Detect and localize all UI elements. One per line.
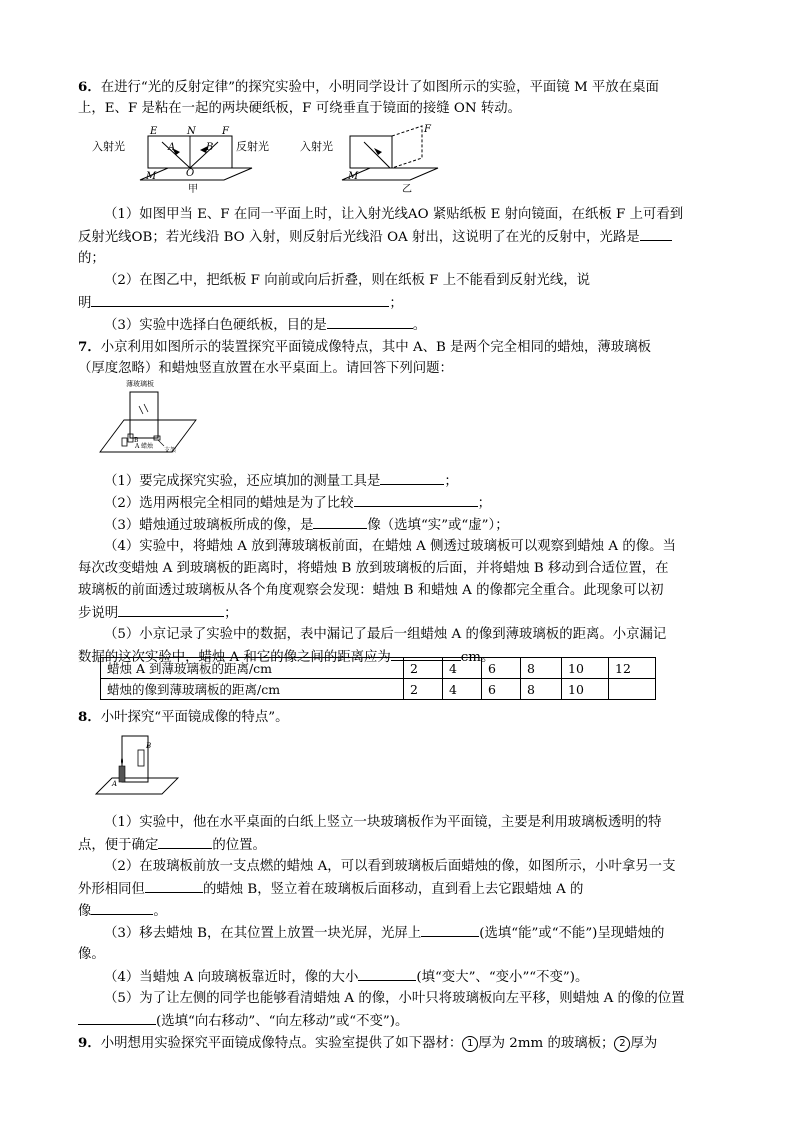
- answer-blank[interactable]: [91, 292, 389, 307]
- q7-p4-end: ；: [224, 606, 238, 621]
- reflected-light-label: 反射光: [236, 140, 269, 153]
- q8-p1-end: 的位置。: [212, 838, 266, 853]
- q9-number: 9．: [78, 1035, 101, 1051]
- table-cell: 10: [562, 658, 609, 679]
- incident-light-label-2: 入射光: [300, 140, 333, 153]
- label-B: B: [206, 142, 214, 153]
- q8-p2-line2: [78, 878, 718, 901]
- q8-p5-line1: （5）为了让左侧的同学也能够看清蜡烛 A 的像，小叶只将玻璃板向左平移，则蜡烛 A 的像的位置: [104, 991, 685, 1006]
- q9-stem-line1: [78, 1032, 718, 1055]
- q8-p1-line1: （1）实验中，他在水平桌面的白纸上竖立一块玻璃板作为平面镜，主要是利用玻璃板透明的特: [104, 815, 662, 830]
- label-F-2: F: [424, 124, 431, 135]
- q6-p2-line2: [78, 292, 718, 315]
- glass-plate: [130, 392, 158, 438]
- q7-p1-end: ；: [444, 474, 458, 489]
- q7-p5-line1: （5）小京记录了实验中的数据，表中漏记了最后一组蜡烛 A 的像到薄玻璃板的距离。小京漏记: [104, 627, 667, 642]
- incident-ray-2: [364, 142, 390, 168]
- label-A: A: [168, 142, 176, 153]
- label-B: B: [146, 742, 152, 750]
- q7-stem-text: 小京利用如图所示的装置探究平面镜成像特点，其中 A、B 是两个完全相同的蜡烛，薄玻璃板: [100, 340, 651, 355]
- q8-p2-end: 。: [153, 904, 167, 919]
- incident-light-label: 入射光: [92, 140, 125, 153]
- q8-p3-text: （3）移去蜡烛 B，在其位置上放置一块光屏，光屏上: [104, 926, 422, 941]
- q8-p5-end: (选填“向右移动”、“向左移动”或“不变”)。: [156, 1014, 409, 1029]
- table-cell: 10: [562, 679, 609, 700]
- q6-p2-line1: （2）在图乙中，把纸板 F 向前或向后折叠，则在纸板 F 上不能看到反射光线，说: [104, 273, 591, 288]
- label-E: E: [150, 126, 158, 137]
- circled-number: 2: [614, 1036, 630, 1052]
- q8-p4: [104, 966, 744, 989]
- q6-p2-end: ；: [389, 296, 403, 311]
- table-row: [101, 679, 656, 700]
- q6-p1-line1: （1）如图甲当 E、F 在同一平面上时，让入射光线AO 紧贴纸板 E 射向镜面，在纸板 F 上可看到: [104, 207, 684, 222]
- label-B: B: [134, 437, 139, 444]
- table-cell: 4: [443, 679, 482, 700]
- q8-p3-line1: [104, 922, 744, 945]
- q7-p1: [104, 470, 744, 493]
- table-cell: 8: [521, 658, 562, 679]
- glass-plate-label: 薄玻璃板: [126, 380, 154, 388]
- caption-jia: 甲: [188, 184, 198, 195]
- answer-blank[interactable]: [327, 314, 413, 329]
- glass-reflection-mark: [139, 406, 143, 414]
- q8-stem: [78, 706, 718, 729]
- candle-A: [122, 438, 127, 446]
- table-cell: 2: [404, 679, 443, 700]
- label-F: F: [222, 126, 229, 137]
- caption-yi: 乙: [402, 184, 412, 195]
- table-cell: 6: [482, 679, 521, 700]
- arrow-incident-2: [374, 148, 382, 155]
- q8-figure: [94, 732, 184, 802]
- answer-blank[interactable]: [91, 900, 153, 915]
- q7-data-table: [100, 657, 656, 700]
- q8-p5-line2: [78, 1010, 718, 1033]
- mirror-M: [140, 168, 252, 180]
- q8-p4-text: （4）当蜡烛 A 向玻璃板靠近时，像的大小: [104, 970, 359, 985]
- q6-figure: [92, 124, 452, 196]
- q9-item2: 厚为: [630, 1036, 658, 1051]
- q6-p3: [104, 314, 744, 337]
- q6-p2-text: 明: [78, 296, 92, 311]
- candle-A: [119, 766, 125, 782]
- answer-blank[interactable]: [358, 966, 416, 981]
- q7-p3: [104, 514, 744, 537]
- candle-flame: [121, 757, 123, 765]
- q7-p3-text: （3）蜡烛通过玻璃板所成的像，是: [104, 518, 314, 533]
- q8-stem-text: 小叶探究“平面镜成像的特点”。: [100, 710, 289, 725]
- table-cell-missing[interactable]: [609, 679, 656, 700]
- candle-B: [138, 750, 144, 766]
- q8-p3-line2: 像。: [78, 947, 105, 962]
- q7-p4-line3: 玻璃板的前面透过玻璃板从各个角度观察会发现：蜡烛 B 和蜡烛 A 的像都完全重合。此现象可以初: [78, 583, 664, 598]
- q6-stem-text: 在进行“光的反射定律”的探究实验中，小明同学设计了如图所示的实验，平面镜 M 平放在桌面: [100, 80, 659, 95]
- table-cell: 12: [609, 658, 656, 679]
- q8-p2-text-2: 像: [78, 904, 92, 919]
- q7-p2-text: （2）选用两根完全相同的蜡烛是为了比较: [104, 496, 354, 511]
- table-cell: 6: [482, 658, 521, 679]
- label-A: A: [112, 780, 118, 788]
- q7-p4-line1: （4）实验中，将蜡烛 A 放到薄玻璃板前面，在蜡烛 A 侧透过玻璃板可以观察到蜡烛 A 的像。当: [104, 539, 676, 554]
- q8-number: 8．: [78, 709, 101, 725]
- label-N: N: [187, 126, 196, 137]
- q6-p1-text: 反射光线OB；若光线沿 BO 入射，则反射后光线沿 OA 射出，这说明了在光的反射中，光路是: [78, 230, 640, 245]
- q7-p1-text: （1）要完成探究实验，还应填加的测量工具是: [104, 474, 381, 489]
- table-row: [101, 658, 656, 679]
- q7-p4-line4: [78, 602, 718, 625]
- q8-p2-line1: （2）在玻璃板前放一支点燃的蜡烛 A，可以看到玻璃板后面蜡烛的像，如图所示，小叶拿另一支: [104, 859, 676, 874]
- q6-p3-end: 。: [412, 318, 427, 333]
- q6-stem-line2: 上，E、F 是粘在一起的两块硬纸板，F 可绕垂直于镜面的接缝 ON 转动。: [78, 101, 522, 116]
- q6-p3-text: （3）实验中选择白色硬纸板，目的是: [104, 318, 327, 333]
- q9-item1: 厚为 2mm 的玻璃板；: [478, 1036, 615, 1051]
- q8-p2-text: 外形相同但: [78, 882, 145, 897]
- q8-p1-text: 点，便于确定: [78, 838, 159, 853]
- answer-blank[interactable]: [640, 226, 672, 241]
- q6-number: 6．: [78, 79, 101, 95]
- label-A: A: [135, 443, 140, 450]
- q7-p5-text: 数据的这次实验中，蜡烛 A 和它的像之间的距离应为: [78, 650, 391, 665]
- stand-pointer: [158, 440, 164, 446]
- q8-p1-line2: [78, 834, 718, 857]
- q6-p1-line3: 的；: [78, 251, 105, 266]
- glass-reflection-mark: [144, 404, 148, 412]
- q7-p2: [104, 492, 744, 515]
- cardboard-F-folded: [392, 126, 422, 168]
- answer-blank[interactable]: [145, 878, 203, 893]
- q8-p2-line3: [78, 900, 718, 923]
- q8-p2-mid: 的蜡烛 B，竖立着在玻璃板后面移动，直到看上去它跟蜡烛 A 的: [202, 882, 584, 897]
- q6-p1-line2: [78, 226, 718, 249]
- q7-p5-end: cm。: [460, 650, 495, 665]
- label-M-2: M: [348, 171, 359, 182]
- table-cell: 4: [443, 658, 482, 679]
- q6-stem-line1: [78, 76, 718, 99]
- q7-p4-line2: 每次改变蜡烛 A 到玻璃板的距离时，将蜡烛 B 放到玻璃板的后面，并将蜡烛 B 移动到合适位置，在: [78, 561, 669, 576]
- q8-p3-end: (选填“能”或“不能”)呈现蜡烛的: [479, 926, 665, 941]
- answer-blank[interactable]: [354, 492, 478, 507]
- table-cell: 8: [521, 679, 562, 700]
- q8-p4-end: (填“变大”、“变小”“不变”)。: [416, 970, 589, 985]
- answer-blank[interactable]: [118, 602, 224, 617]
- table-cell: 2: [404, 658, 443, 679]
- table-row-label: 蜡烛的像到薄玻璃板的距离/cm: [101, 679, 404, 700]
- reflected-ray: [190, 142, 218, 168]
- answer-blank[interactable]: [421, 922, 479, 937]
- candle-label: 蜡烛: [141, 443, 154, 450]
- q9-stem-text: 小明想用实验探究平面镜成像特点。实验室提供了如下器材：: [100, 1036, 463, 1051]
- stand-label: 支架: [164, 447, 177, 454]
- q7-figure: [96, 380, 206, 462]
- table-paper: [96, 778, 178, 794]
- answer-blank[interactable]: [78, 1010, 156, 1025]
- q7-stem-line1: [78, 336, 718, 359]
- label-O: O: [186, 168, 195, 179]
- q7-p4-text: 步说明: [78, 606, 119, 621]
- q7-p3-end: 像（选填“实”或“虚”）；: [367, 518, 509, 533]
- answer-blank[interactable]: [313, 514, 367, 529]
- table-row-label: 蜡烛 A 到薄玻璃板的距离/cm: [101, 658, 404, 679]
- q7-number: 7．: [78, 339, 101, 355]
- q7-stem-line2: （厚度忽略）和蜡烛竖直放置在水平桌面上。请回答下列问题：: [78, 361, 453, 376]
- label-M: M: [146, 171, 157, 182]
- circled-number: 1: [462, 1036, 478, 1052]
- answer-blank[interactable]: [158, 834, 212, 849]
- answer-blank[interactable]: [380, 470, 444, 485]
- q7-p2-end: ；: [477, 496, 491, 511]
